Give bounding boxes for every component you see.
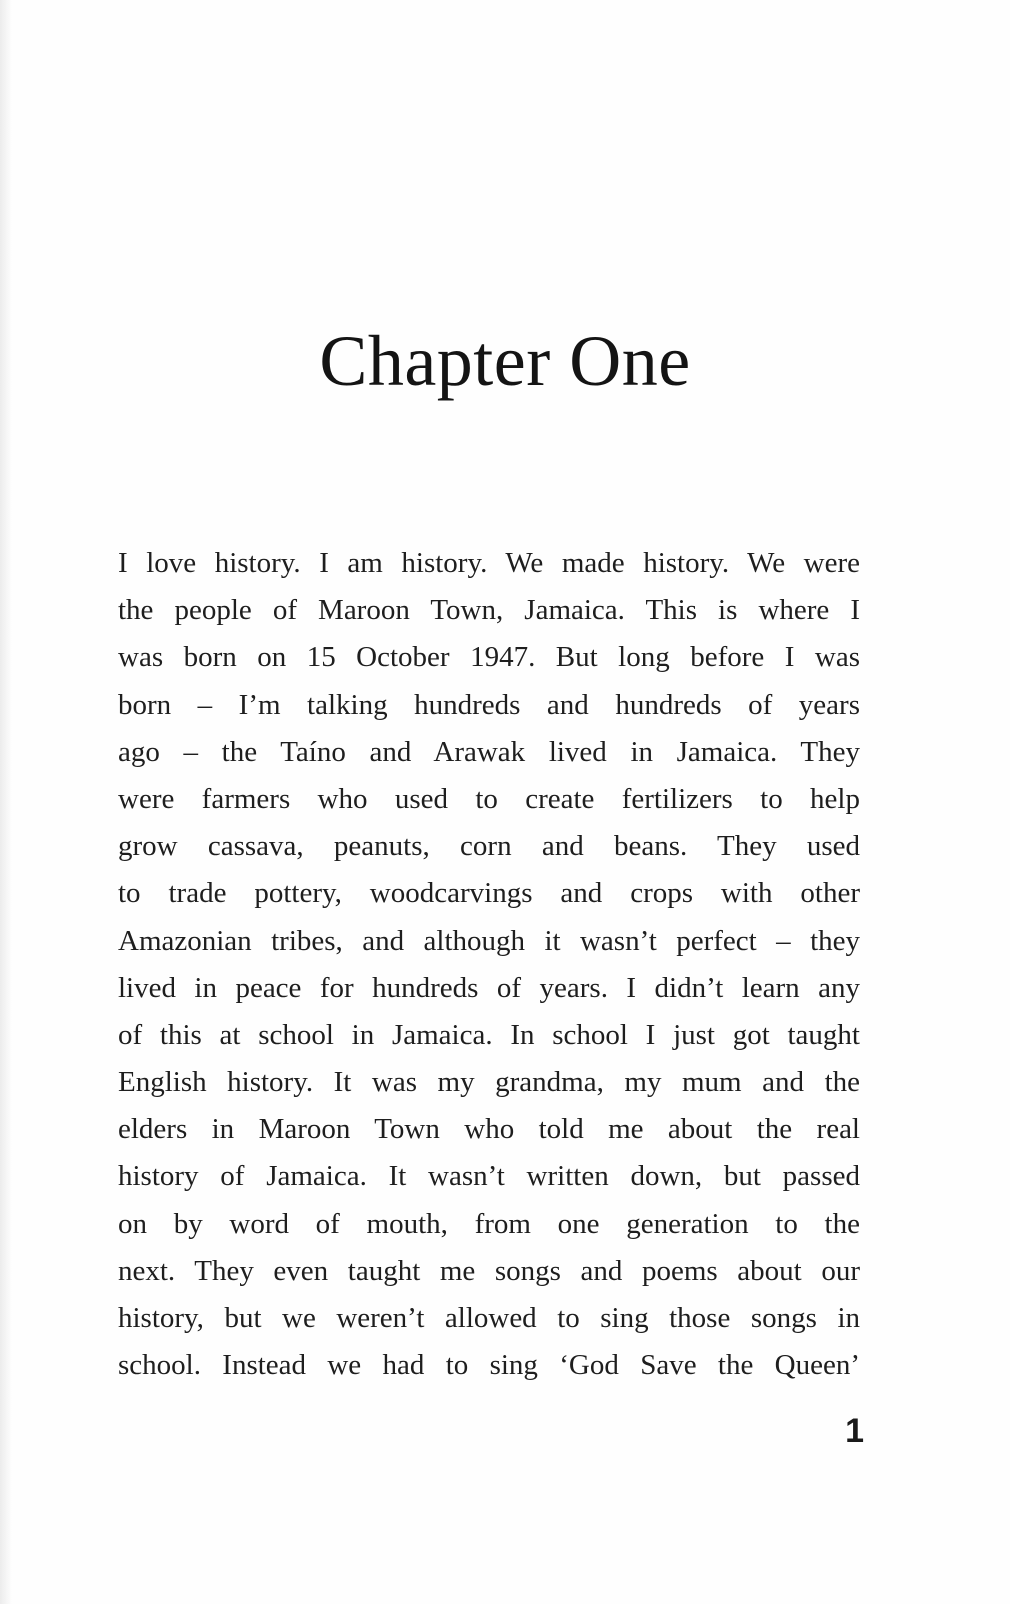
text-line: ago – the Taíno and Arawak lived in Jamaica. They [118,735,860,768]
text-line: of this at school in Jamaica. In school I just got taught [118,1018,860,1051]
page-gutter-shadow [0,0,12,1604]
text-line: grow cassava, peanuts, corn and beans. They used [118,830,860,863]
text-line: elders in Maroon Town who told me about the real [118,1113,860,1146]
text-line: on by word of mouth, from one generation to the [118,1207,860,1240]
text-line: were farmers who used to create fertilizers to help [118,782,860,815]
chapter-title: Chapter One [319,321,691,401]
text-line: the people of Maroon Town, Jamaica. This is where I [118,594,860,627]
text-line: school. Instead we had to sing ‘God Save the Queen’ [118,1349,860,1382]
page-number: 1 [845,1412,864,1450]
text-line: Amazonian tribes, and although it wasn’t perfect – they [118,924,860,957]
chapter-body-text [118,540,860,1389]
text-line: English history. It was my grandma, my mum and the [118,1066,860,1099]
text-line: I love history. I am history. We made history. We were [118,547,860,579]
text-line: history, but we weren’t allowed to sing those songs in [118,1302,860,1334]
text-line: lived in peace for hundreds of years. I didn’t learn any [118,971,860,1004]
text-line: was born on 15 October 1947. But long before I was [118,641,860,674]
text-line: next. They even taught me songs and poems about our [118,1254,860,1287]
text-line: history of Jamaica. It wasn’t written down, but passed [118,1160,860,1193]
text-line: born – I’m talking hundreds and hundreds of years [118,688,860,721]
text-line: to trade pottery, woodcarvings and crops with other [118,877,860,910]
